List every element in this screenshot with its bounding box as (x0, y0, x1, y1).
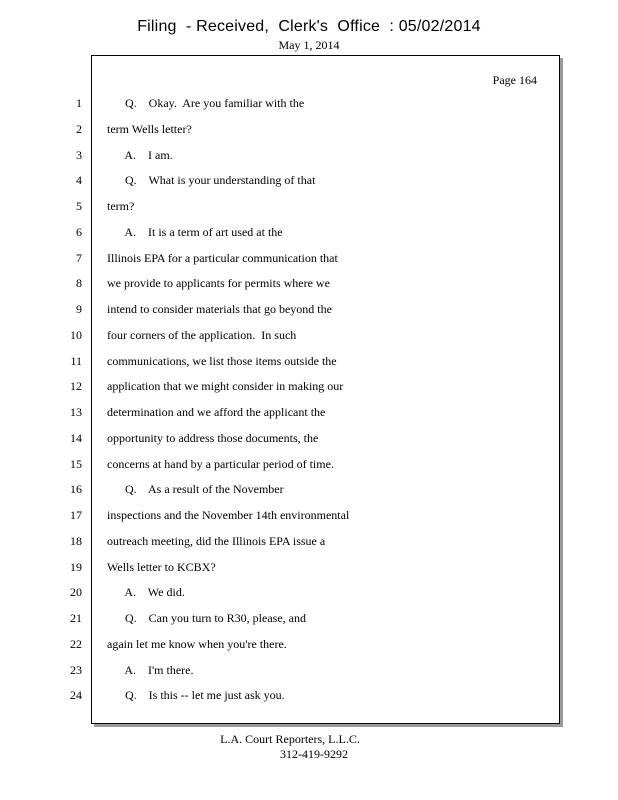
transcript-line: A. I'm there. (107, 663, 194, 677)
court-reporter-phone: 312-419-9292 (280, 747, 348, 761)
transcript-line: four corners of the application. In such (107, 328, 297, 342)
line-number: 16 (70, 482, 82, 496)
line-number: 22 (70, 637, 82, 651)
transcript-line: Q. Okay. Are you familiar with the (107, 96, 305, 110)
line-number: 21 (70, 611, 82, 625)
transcript-line: Q. Is this -- let me just ask you. (107, 688, 285, 702)
transcript-line: Q. As a result of the November (107, 482, 284, 496)
line-number: 7 (76, 251, 82, 265)
court-reporter-name: L.A. Court Reporters, L.L.C. (220, 732, 360, 746)
transcript-line: term Wells letter? (107, 122, 192, 136)
transcript-line: A. We did. (107, 585, 185, 599)
transcript-line: term? (107, 199, 135, 213)
transcript-line: application that we might consider in making our (107, 379, 344, 393)
line-number: 3 (76, 148, 82, 162)
page-number: Page 164 (492, 73, 537, 87)
transcript-line: Q. What is your understanding of that (107, 173, 316, 187)
line-number: 2 (76, 122, 82, 136)
line-number: 8 (76, 276, 82, 290)
line-number: 14 (70, 431, 82, 445)
transcript-line: again let me know when you're there. (107, 637, 287, 651)
line-number: 17 (70, 508, 82, 522)
transcript-line: Illinois EPA for a particular communication that (107, 251, 338, 265)
transcript-line: determination and we afford the applicant the (107, 405, 326, 419)
line-number: 11 (70, 354, 82, 368)
line-number: 10 (70, 328, 82, 342)
line-number: 13 (70, 405, 82, 419)
transcript-line: Wells letter to KCBX? (107, 560, 216, 574)
transcript-line: A. It is a term of art used at the (107, 225, 283, 239)
transcript-line: outreach meeting, did the Illinois EPA issue a (107, 534, 326, 548)
line-number: 20 (70, 585, 82, 599)
line-number: 19 (70, 560, 82, 574)
filing-stamp: Filing - Received, Clerk's Office : 05/02/2014 (137, 18, 481, 35)
line-number: 4 (76, 173, 82, 187)
transcript-line: intend to consider materials that go beyond the (107, 302, 332, 316)
transcript-line: inspections and the November 14th environmental (107, 508, 350, 522)
line-number: 1 (76, 96, 82, 110)
line-number: 12 (70, 379, 82, 393)
transcript-line: communications, we list those items outside the (107, 354, 337, 368)
line-number: 23 (70, 663, 82, 677)
transcript-line: opportunity to address those documents, the (107, 431, 319, 445)
line-number: 18 (70, 534, 82, 548)
transcript-line: Q. Can you turn to R30, please, and (107, 611, 306, 625)
transcript-line: A. I am. (107, 148, 173, 162)
line-number: 15 (70, 457, 82, 471)
transcript-line: concerns at hand by a particular period of time. (107, 457, 334, 471)
line-number: 24 (70, 688, 82, 702)
line-number: 6 (76, 225, 82, 239)
transcript-line: we provide to applicants for permits where we (107, 276, 330, 290)
transcript-date: May 1, 2014 (278, 38, 340, 52)
line-number: 5 (76, 199, 82, 213)
line-number: 9 (76, 302, 82, 316)
